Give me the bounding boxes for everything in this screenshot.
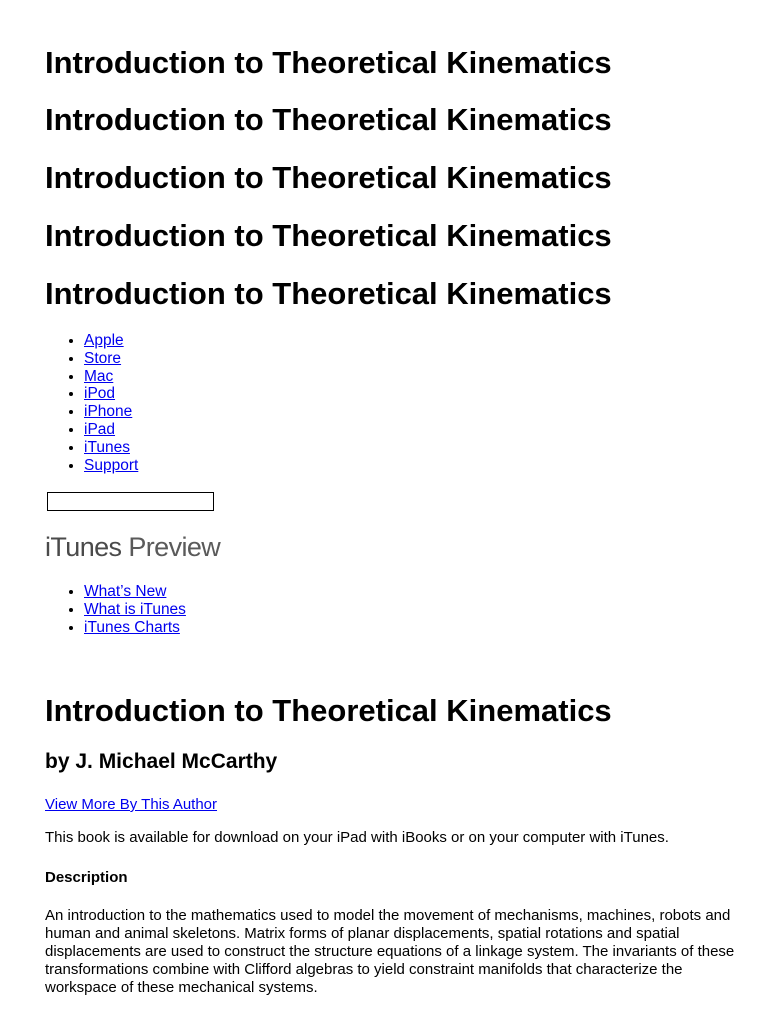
itunes-nav-item (84, 619, 186, 637)
description-text: An introduction to the mathematics used to model the movement of mechanisms, machines, robots and human and animal skeletons. Matrix forms of planar displacements, spatial rotations and spatial displacements are used to construct the structure equations of a linkage system. The invariants of these transformations combine with Clifford algebras to yield constraint manifolds that characterize the workspace of these mechanical systems. (45, 907, 735, 996)
page-title: Introduction to Theoretical Kinematics (45, 102, 612, 137)
brand-itunes: iTunes (45, 532, 122, 562)
nav-link-support[interactable]: Support (84, 456, 139, 474)
nav-link-apple[interactable]: Apple (84, 332, 124, 349)
nav-item-ipod (84, 385, 138, 403)
book-title: Introduction to Theoretical Kinematics (45, 693, 612, 728)
link-itunes-charts[interactable]: iTunes Charts (84, 618, 180, 636)
page-title: Introduction to Theoretical Kinematics (45, 45, 612, 80)
view-more-by-author-link[interactable]: View More By This Author (45, 796, 218, 813)
nav-item-apple (84, 332, 138, 350)
link-whats-new[interactable]: What’s New (84, 583, 167, 600)
itunes-nav (45, 583, 186, 636)
nav-link-store[interactable]: Store (84, 349, 122, 367)
nav-link-itunes[interactable]: iTunes (84, 438, 130, 456)
nav-item-support (84, 457, 138, 475)
description-heading: Description (45, 869, 128, 886)
itunes-preview-logo (45, 530, 220, 564)
availability-text: This book is available for download on your iPad with iBooks or on your computer with iTunes. (45, 829, 669, 846)
nav-link-iphone[interactable]: iPhone (84, 403, 133, 421)
book-author: by J. Michael McCarthy (45, 750, 278, 773)
global-nav (45, 332, 138, 474)
nav-item-store (84, 350, 138, 368)
nav-link-ipod[interactable]: iPod (84, 385, 116, 403)
page-title: Introduction to Theoretical Kinematics (45, 218, 612, 253)
itunes-nav-item (84, 583, 186, 601)
page-title: Introduction to Theoretical Kinematics (45, 160, 612, 195)
nav-link-mac[interactable]: Mac (84, 367, 114, 385)
brand-preview: Preview (121, 532, 221, 562)
nav-item-ipad (84, 421, 138, 439)
itunes-nav-item (84, 601, 186, 619)
nav-item-mac (84, 368, 138, 386)
nav-item-itunes (84, 439, 138, 457)
nav-link-ipad[interactable]: iPad (84, 420, 116, 438)
page-title: Introduction to Theoretical Kinematics (45, 276, 612, 311)
link-what-is-itunes[interactable]: What is iTunes (84, 600, 186, 618)
nav-item-iphone (84, 403, 138, 421)
search-input[interactable] (47, 492, 214, 511)
